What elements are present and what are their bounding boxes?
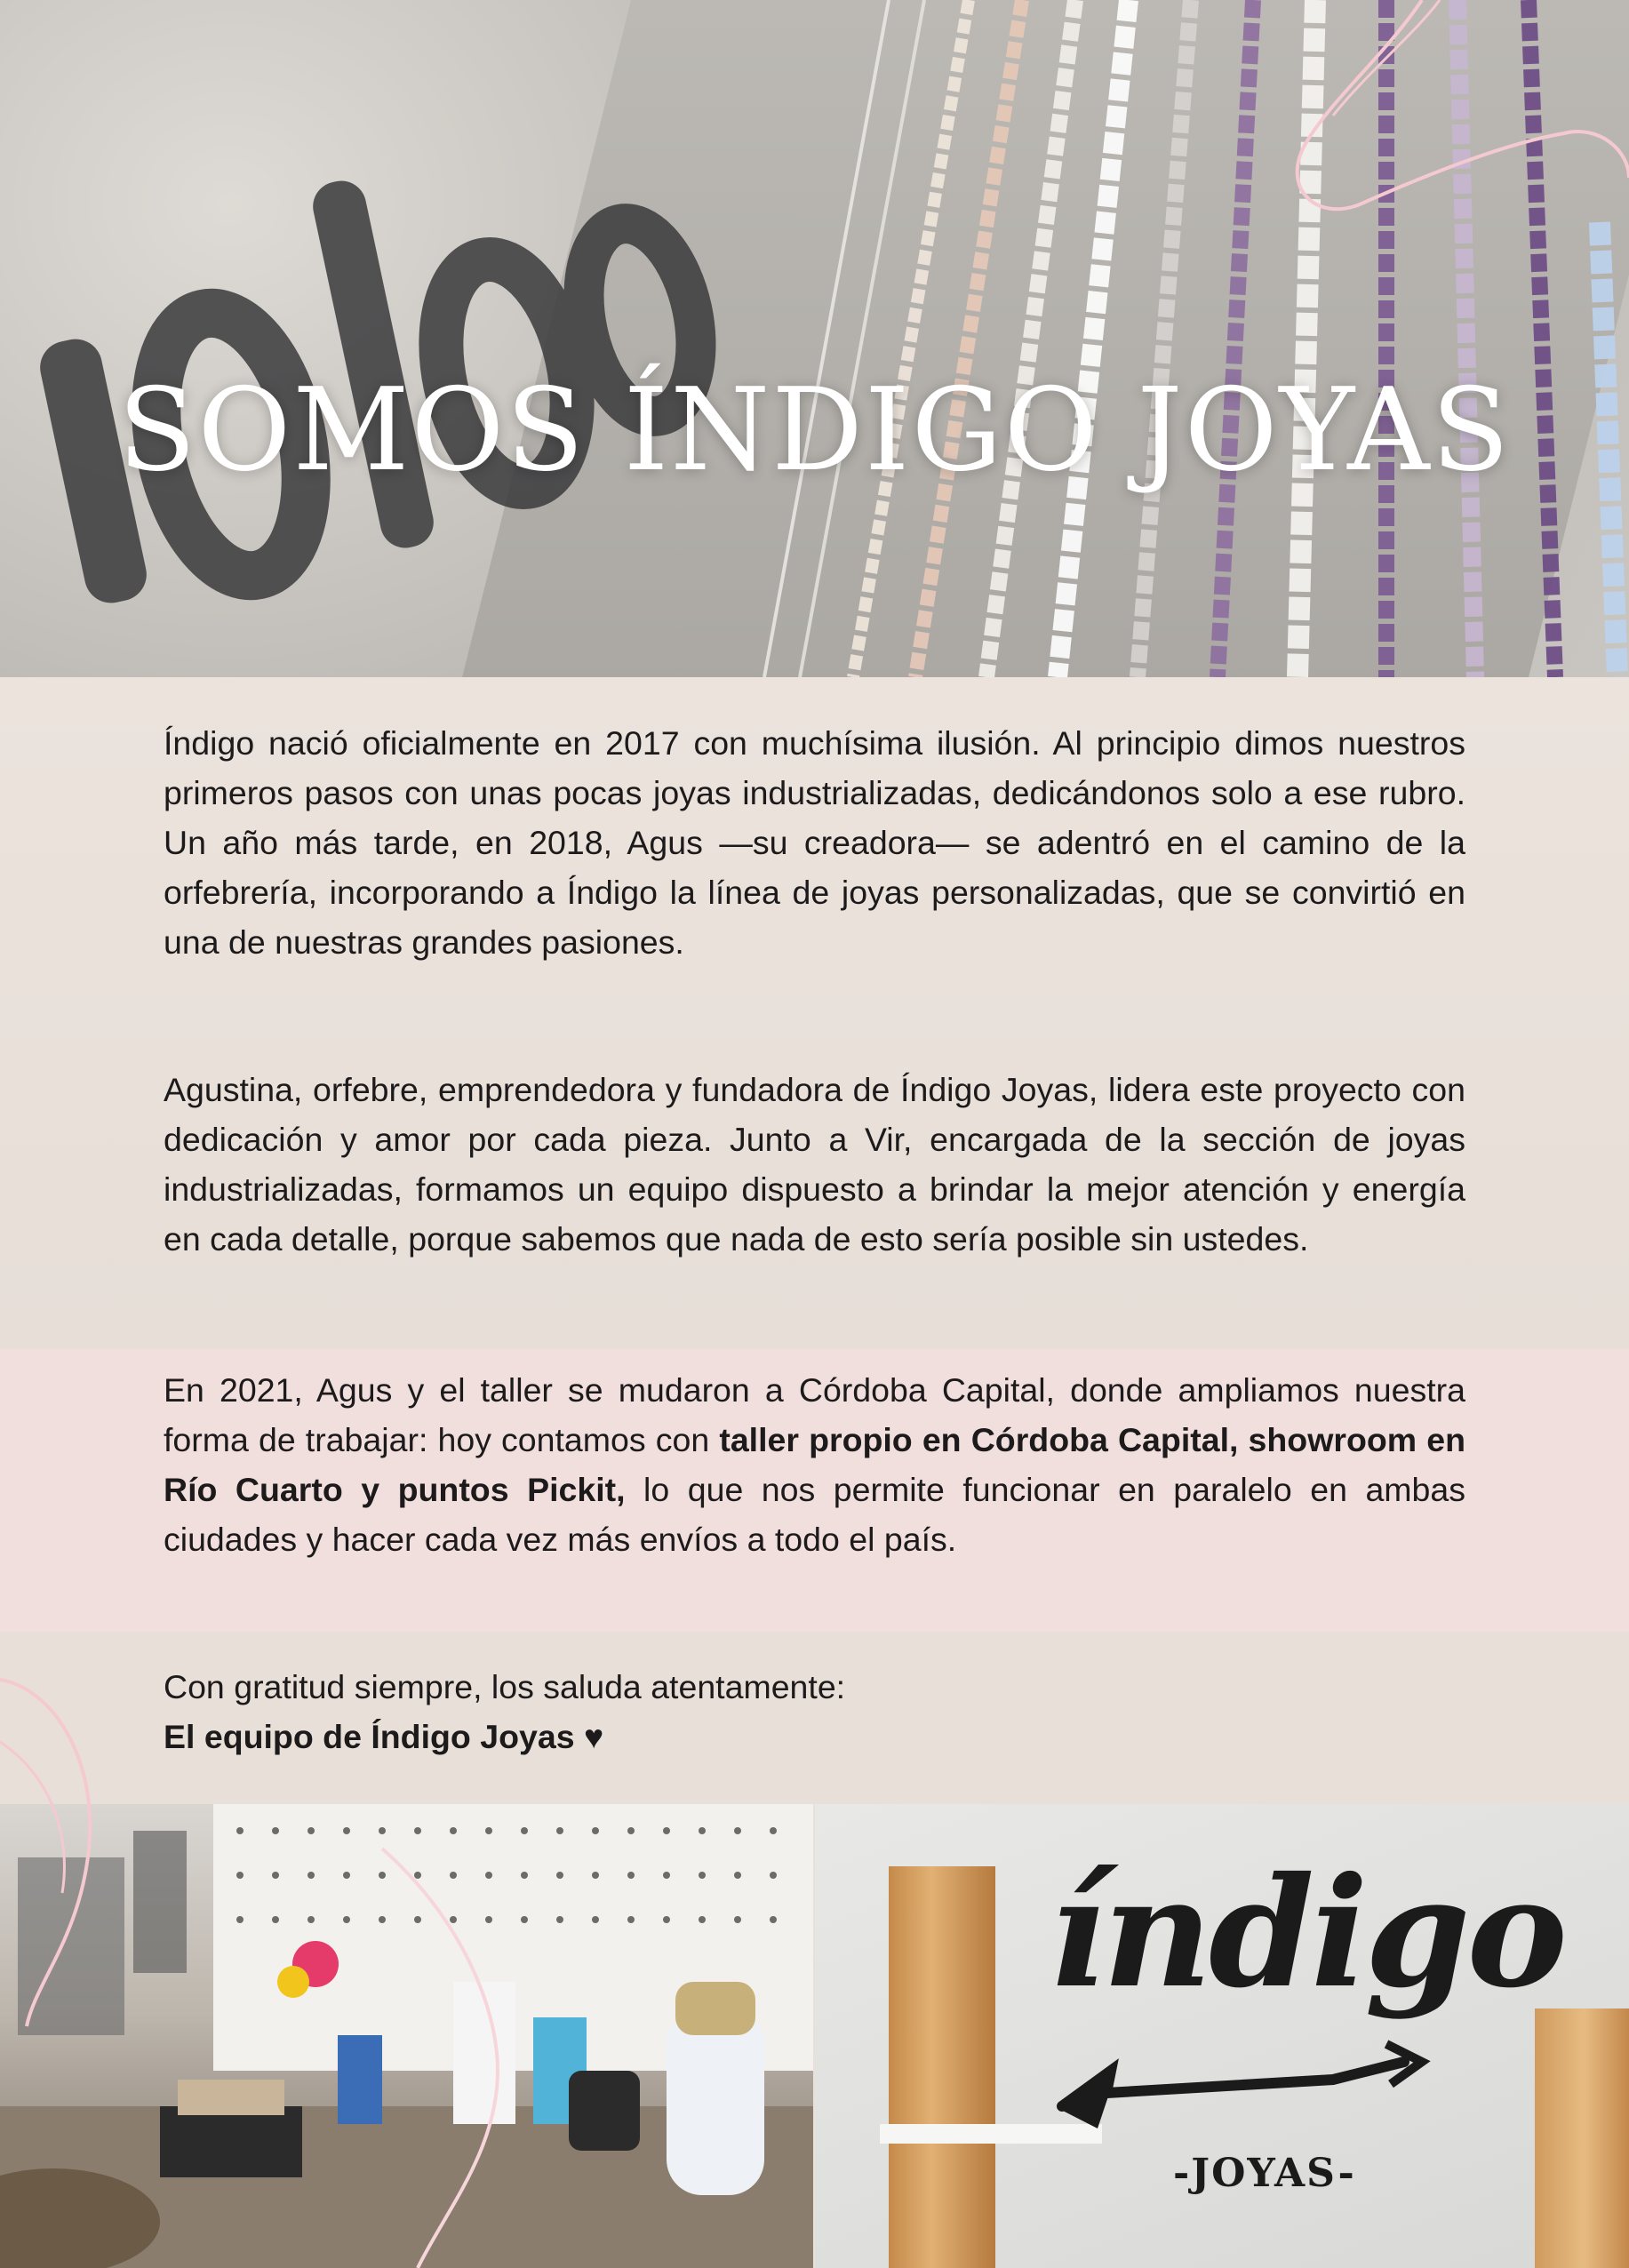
page-title: SOMOS ÍNDIGO JOYAS (117, 364, 1512, 497)
paragraph-team: Agustina, orfebre, emprendedora y fundadora de Índigo Joyas, lidera este proyecto con dedicación y amor por cada pieza. Junto a Vir, encargada de la sección de joyas industrializadas, formamos un equipo dispuesto a brindar la mejor atención y energía en cada detalle, porque sabemos que nada de esto sería posible sin ustedes. (164, 1071, 1465, 1258)
workshop-scene (0, 1804, 813, 2268)
hero-photo (0, 0, 1629, 677)
signature: El equipo de Índigo Joyas ♥ (164, 1718, 604, 1755)
wooden-stand-left (889, 1866, 995, 2268)
paragraph-history: Índigo nació oficialmente en 2017 con muchísima ilusión. Al principio dimos nuestros primeros pasos con unas pocas joyas industrializadas, dedicándonos solo a ese rubro. Un año más tarde, en 2018, Agus —su creadora— se adentró en el camino de la orfebrería, incorporando a Índigo la línea de joyas personalizadas, que se convirtió en una de nuestras grandes pasiones. (164, 724, 1465, 961)
closing-line: Con gratitud siempre, los saluda atentamente: (164, 1668, 846, 1705)
workshop-photo (0, 1804, 813, 2268)
locations-highlight: taller propio en Córdoba Capital, showroom en Río Cuarto y puntos Pickit, (164, 1421, 1465, 1508)
locations-text-start: En 2021, Agus y el taller se mudaron a Córdoba Capital, donde ampliamos nuestra forma de trabajar: hoy contamos con (164, 1371, 1465, 1458)
indigo-logo-wordmark: índigo (1049, 1844, 1564, 2022)
hero-decor (0, 0, 1629, 677)
white-shelf (880, 2124, 1102, 2144)
locations-text-end: lo que nos permite funcionar en paralelo en ambas ciudades y hacer cada vez más envíos a todo el país. (164, 1471, 1465, 1558)
joyas-logo-subtitle: -JOYAS- (1173, 2151, 1356, 2196)
wooden-stand-right (1535, 2008, 1629, 2268)
paragraph-locations (164, 1365, 1465, 1564)
